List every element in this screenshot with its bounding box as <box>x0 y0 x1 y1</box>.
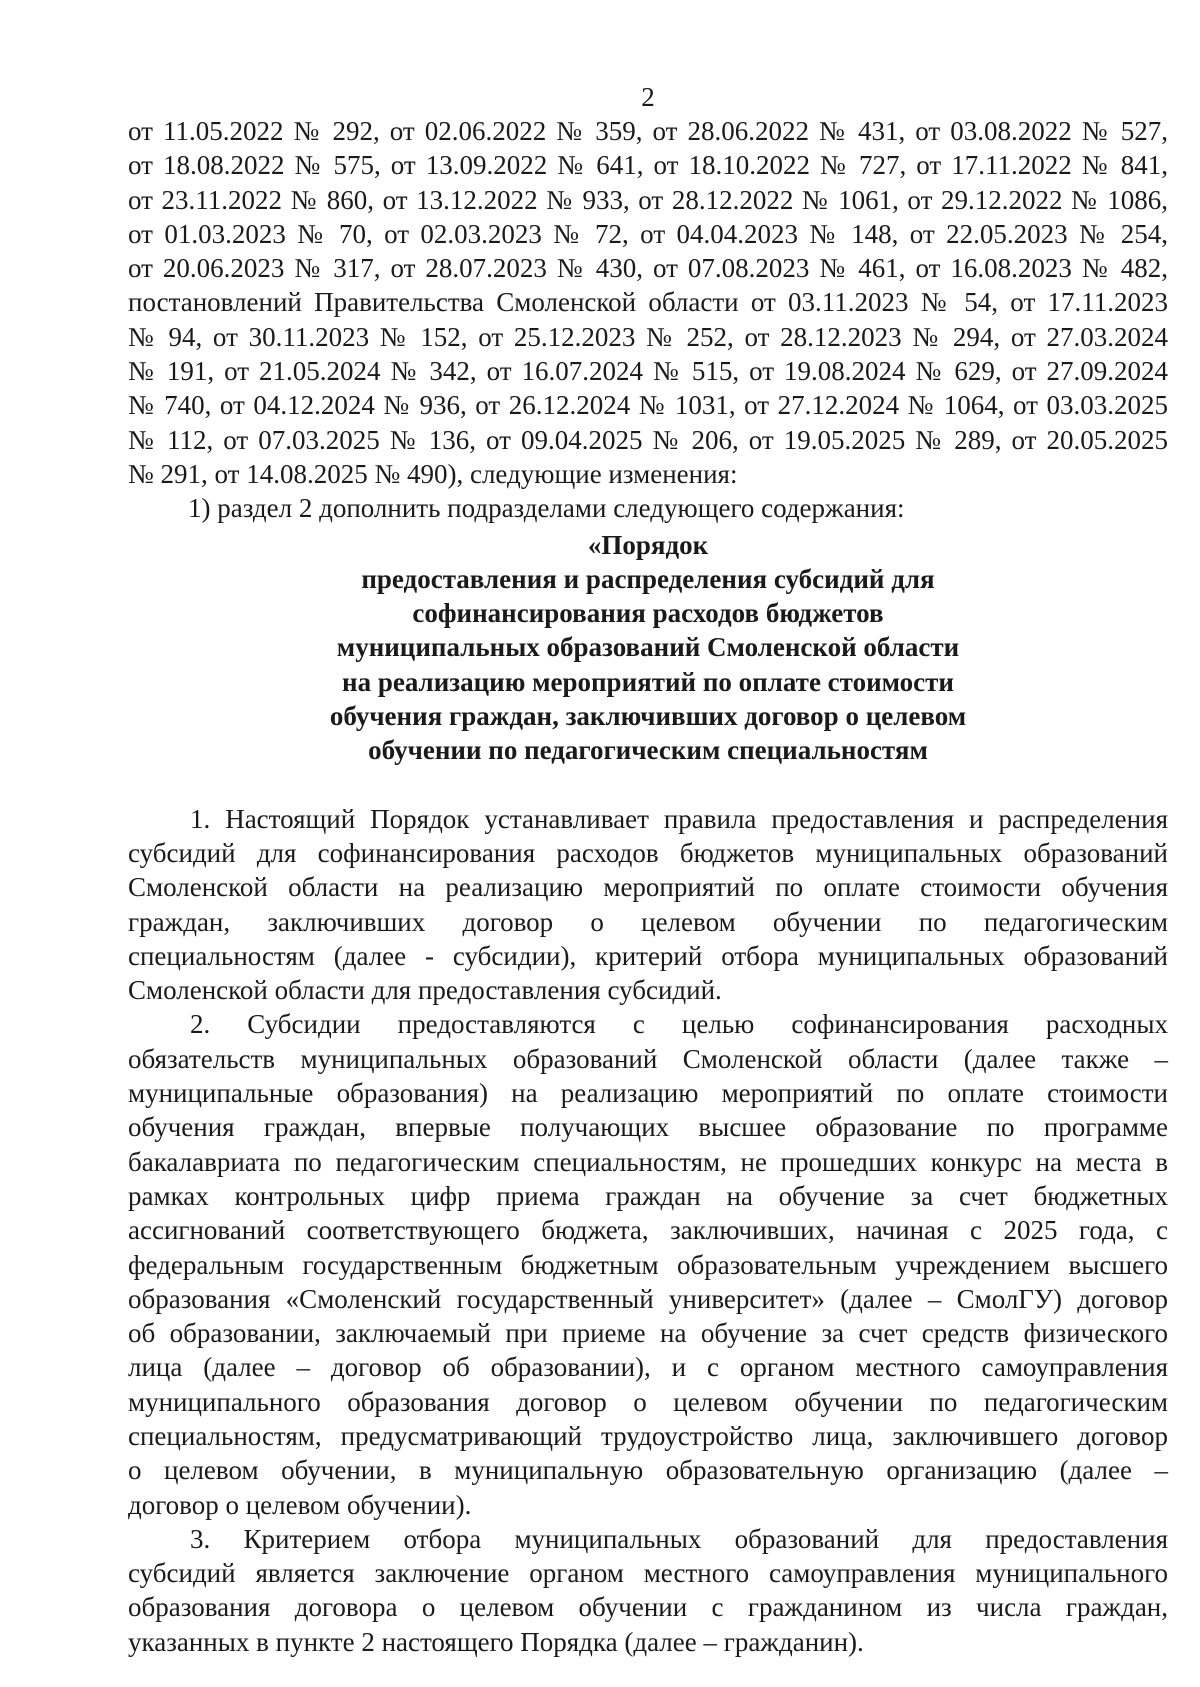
paragraph-line: федеральным государственным бюджетным образовательным учреждением высшего <box>128 1249 1168 1280</box>
document-page <box>128 80 1168 1659</box>
intro-line: от 01.03.2023 № 70, от 02.03.2023 № 72, от 04.04.2023 № 148, от 22.05.2023 № 254, <box>128 218 1168 249</box>
intro-paragraph <box>128 114 1168 491</box>
paragraph-line: бакалавриата по педагогическим специальностям, не прошедших конкурс на места в <box>128 1146 1168 1177</box>
intro-line: от 11.05.2022 № 292, от 02.06.2022 № 359, от 28.06.2022 № 431, от 03.08.2022 № 527, <box>128 116 1168 146</box>
paragraph-line: специальностям, предусматривающий трудоустройство лица, заключившего договор <box>128 1420 1168 1451</box>
paragraph-line: субсидий является заключение органом местного самоуправления муниципального <box>128 1558 1168 1589</box>
intro-line: № 112, от 07.03.2025 № 136, от 09.04.2025 № 206, от 19.05.2025 № 289, от 20.05.2025 <box>128 424 1168 455</box>
paragraph-line: Смоленской области на реализацию мероприятий по оплате стоимости обучения <box>128 872 1168 903</box>
heading-line: муниципальных образований Смоленской области <box>336 632 960 663</box>
paragraph-line: ассигнований соответствующего бюджета, заключивших, начиная с 2025 года, с <box>128 1215 1168 1246</box>
heading-line: на реализацию мероприятий по оплате стоимости <box>342 666 954 697</box>
paragraph-line: образования «Смоленский государственный университет» (далее – СмолГУ) договор <box>128 1283 1168 1314</box>
amendment-item-1: 1) раздел 2 дополнить подразделами следующего содержания: <box>188 493 905 524</box>
paragraph-line: договор о целевом обучении). <box>128 1489 472 1520</box>
intro-line: от 23.11.2022 № 860, от 13.12.2022 № 933, от 28.12.2022 № 1061, от 29.12.2022 № 1086, <box>128 184 1168 215</box>
intro-line: № 94, от 30.11.2023 № 152, от 25.12.2023 № 252, от 28.12.2023 № 294, от 27.03.2024 <box>128 321 1168 352</box>
paragraph-line: об образовании, заключаемый при приеме на обучение за счет средств физического <box>128 1318 1168 1349</box>
heading-line: обучения граждан, заключивших договор о целевом <box>329 701 967 732</box>
intro-line: от 20.06.2023 № 317, от 28.07.2023 № 430, от 07.08.2023 № 461, от 16.08.2023 № 482, <box>128 253 1168 284</box>
paragraph-line: муниципальные образования) на реализацию мероприятий по оплате стоимости <box>128 1078 1168 1109</box>
spacer <box>128 768 1168 802</box>
paragraph-line: 1. Настоящий Порядок устанавливает правила предоставления и распределения <box>190 803 1168 834</box>
paragraph-line: Смоленской области для предоставления субсидий. <box>128 975 722 1006</box>
intro-line: № 740, от 04.12.2024 № 936, от 26.12.2024 № 1031, от 27.12.2024 № 1064, от 03.03.2025 <box>128 390 1168 421</box>
body-paragraphs <box>128 802 1168 1659</box>
paragraph-line: 3. Критерием отбора муниципальных образований для предоставления <box>190 1523 1168 1554</box>
paragraph-line: специальностям (далее - субсидии), критерий отбора муниципальных образований <box>128 940 1168 971</box>
heading-line: обучении по педагогическим специальностям <box>368 735 928 766</box>
paragraph-line: лица (далее – договор об образовании), и с органом местного самоуправления <box>128 1352 1168 1383</box>
section-heading <box>128 528 1168 768</box>
paragraph-line: обязательств муниципальных образований Смоленской области (далее также – <box>128 1043 1168 1074</box>
paragraph-line: обучения граждан, впервые получающих высшее образование по программе <box>128 1112 1168 1143</box>
intro-line: постановлений Правительства Смоленской области от 03.11.2023 № 54, от 17.11.2023 <box>128 287 1168 318</box>
paragraph-line: субсидий для софинансирования расходов бюджетов муниципальных образований <box>128 837 1168 868</box>
paragraph-line: муниципального образования договор о целевом обучении по педагогическим <box>128 1386 1168 1417</box>
paragraph-line: о целевом обучении, в муниципальную образовательную организацию (далее – <box>128 1455 1168 1486</box>
paragraph-3 <box>128 1522 1168 1659</box>
paragraph-1 <box>128 802 1168 1008</box>
paragraph-line: 2. Субсидии предоставляются с целью софинансирования расходных <box>190 1009 1168 1040</box>
intro-line: от 18.08.2022 № 575, от 13.09.2022 № 641, от 18.10.2022 № 727, от 17.11.2022 № 841, <box>128 150 1168 181</box>
paragraph-line: образования договора о целевом обучении с гражданином из числа граждан, <box>128 1592 1168 1623</box>
paragraph-line: указанных в пункте 2 настоящего Порядка (далее – гражданин). <box>128 1626 864 1657</box>
paragraph-line: граждан, заключивших договор о целевом обучении по педагогическим <box>128 906 1168 937</box>
intro-line: № 191, от 21.05.2024 № 342, от 16.07.2024 № 515, от 19.08.2024 № 629, от 27.09.2024 <box>128 356 1168 387</box>
page-number: 2 <box>641 82 655 112</box>
paragraph-line: рамках контрольных цифр приема граждан на обучение за счет бюджетных <box>128 1180 1168 1211</box>
paragraph-2 <box>128 1007 1168 1521</box>
heading-title: «Порядок <box>587 529 709 560</box>
heading-line: предоставления и распределения субсидий для <box>361 563 935 594</box>
heading-line: софинансирования расходов бюджетов <box>412 598 884 629</box>
intro-line: № 291, от 14.08.2025 № 490), следующие изменения: <box>128 458 738 489</box>
